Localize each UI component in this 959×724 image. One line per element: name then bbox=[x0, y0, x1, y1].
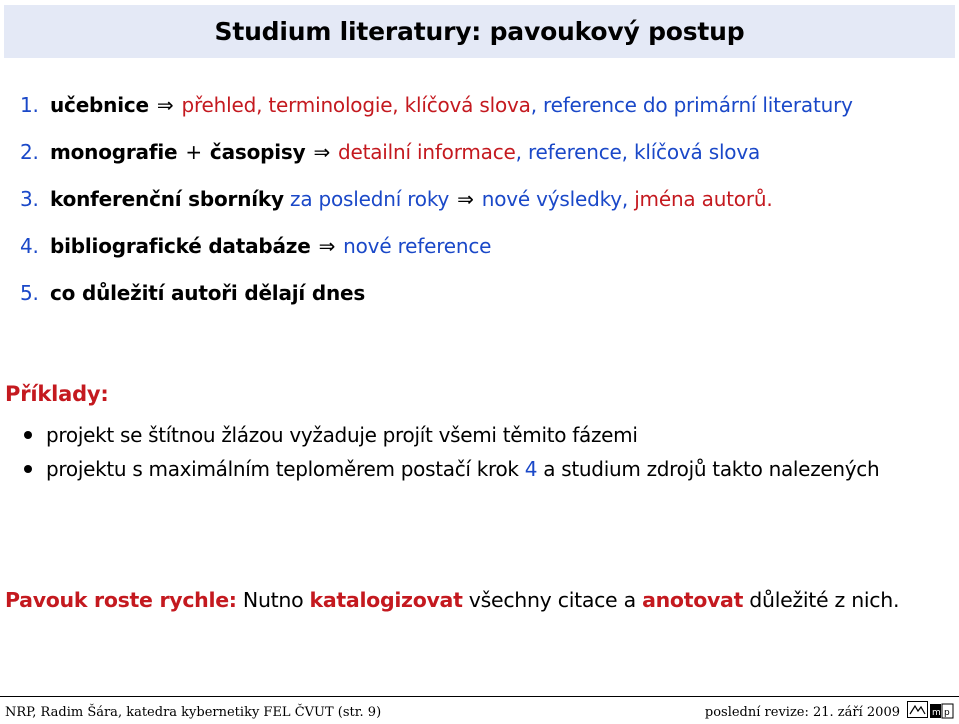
arrow-icon: ⇒ bbox=[313, 140, 330, 164]
arrow-icon: ⇒ bbox=[457, 187, 474, 211]
summary-text: Nutno bbox=[236, 588, 310, 612]
step-3 bbox=[20, 184, 853, 231]
summary-keyword: katalogizovat bbox=[309, 588, 463, 612]
examples-heading: Příklady: bbox=[5, 382, 109, 406]
step-result-blue: , reference do primární literatury bbox=[530, 93, 853, 117]
step-keyword: bibliografické databáze bbox=[50, 234, 311, 258]
step-keyword: monografie bbox=[50, 140, 178, 164]
mp-logo-icon bbox=[907, 701, 955, 721]
step-result-blue: , reference, klíčová slova bbox=[515, 140, 761, 164]
step-keyword: učebnice bbox=[50, 93, 149, 117]
summary-text: důležité z nich. bbox=[743, 588, 900, 612]
steps-list bbox=[20, 90, 853, 325]
example-text: projekt se štítnou žlázou vyžaduje projít všemi těmito fázemi bbox=[46, 423, 638, 447]
step-number: 5. bbox=[20, 281, 39, 305]
step-number: 2. bbox=[20, 140, 39, 164]
svg-text:m: m bbox=[932, 708, 941, 718]
step-number: 1. bbox=[20, 93, 39, 117]
example-step-ref: 4 bbox=[524, 457, 538, 481]
step-result-blue: nové reference bbox=[343, 234, 492, 258]
example-item bbox=[24, 452, 879, 486]
page-title: Studium literatury: pavoukový postup bbox=[214, 17, 745, 46]
bullet-icon bbox=[24, 465, 32, 473]
step-number: 3. bbox=[20, 187, 39, 211]
examples-list bbox=[24, 418, 879, 486]
summary-keyword: anotovat bbox=[642, 588, 744, 612]
footer-left: NRP, Radim Šára, katedra kybernetiky FEL ČVUT (str. 9) bbox=[5, 705, 382, 720]
step-4 bbox=[20, 231, 853, 278]
step-keyword: co důležití autoři dělají dnes bbox=[50, 281, 366, 305]
step-result-red: detailní informace bbox=[338, 140, 516, 164]
arrow-icon: ⇒ bbox=[156, 93, 174, 117]
example-text-after: a studium zdrojů takto nalezených bbox=[537, 457, 880, 481]
step-number: 4. bbox=[20, 234, 39, 258]
example-item bbox=[24, 418, 879, 452]
step-keyword: konferenční sborníky bbox=[50, 187, 284, 211]
step-result-red: přehled, terminologie, klíčová slova bbox=[181, 93, 531, 117]
example-text-before: projektu s maximálním teploměrem postačí krok bbox=[46, 457, 525, 481]
step-1 bbox=[20, 90, 853, 137]
svg-text:p: p bbox=[944, 708, 950, 718]
summary-lead: Pavouk roste rychle: bbox=[5, 588, 237, 612]
step-result-blue: nové výsledky, bbox=[481, 187, 635, 211]
summary-text: všechny citace a bbox=[462, 588, 643, 612]
title-bar bbox=[4, 5, 955, 58]
example-text bbox=[46, 454, 879, 484]
summary-line bbox=[5, 588, 899, 612]
step-middle: za poslední roky bbox=[290, 187, 450, 211]
step-result-red: jména autorů. bbox=[634, 187, 773, 211]
footer-divider bbox=[0, 696, 959, 697]
plus-sign: + bbox=[185, 140, 202, 164]
step-2 bbox=[20, 137, 853, 184]
footer-revision: poslední revize: 21. září 2009 bbox=[704, 705, 900, 720]
bullet-icon bbox=[24, 431, 32, 439]
step-keyword-2: časopisy bbox=[209, 140, 306, 164]
step-5 bbox=[20, 278, 853, 325]
arrow-icon: ⇒ bbox=[318, 234, 336, 258]
